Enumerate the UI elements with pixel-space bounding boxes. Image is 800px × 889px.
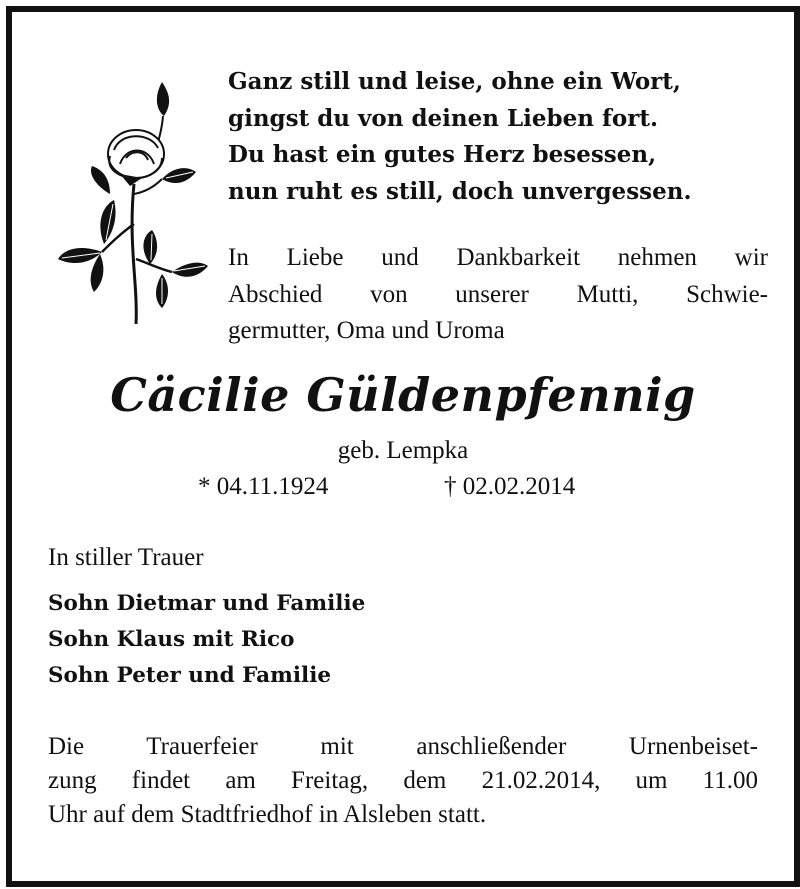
intro-line: In Liebe und Dankbarkeit nehmen wir [228,244,768,271]
deceased-name: Cäcilie Güldenpfennig [110,368,696,422]
poem-line: gingst du von deinen Lieben fort. [228,104,658,132]
notice-line: Uhr auf dem Stadtfriedhof in Alsleben statt. [48,801,487,828]
birth-date: * 04.11.1924 [198,473,329,500]
poem [228,64,788,210]
intro-line: germutter, Oma und Uroma [228,317,505,344]
mourning-heading: In stiller Trauer [48,544,204,571]
intro-text [228,240,768,350]
mourner: Sohn Peter und Familie [48,663,332,688]
mourner: Sohn Dietmar und Familie [48,591,366,616]
intro-line: Abschied von unserer Mutti, Schwie- [228,280,768,308]
death-date: † 02.02.2014 [444,473,576,500]
rose-icon [50,74,210,324]
notice-line: Die Trauerfeier mit anschließender Urnenbeiset- [48,733,758,760]
funeral-notice [48,730,758,832]
mourners-list [48,586,365,694]
obituary-frame [6,6,800,887]
poem-line: nun ruht es still, doch unvergessen. [228,177,692,205]
notice-line: zung findet am Freitag, dem 21.02.2014, um 11.00 [48,767,758,794]
poem-line: Du hast ein gutes Herz besessen, [228,141,657,168]
mourner: Sohn Klaus mit Rico [48,627,295,652]
poem-line: Ganz still und leise, ohne ein Wort, [228,68,681,95]
birth-name: geb. Lempka [337,437,469,464]
